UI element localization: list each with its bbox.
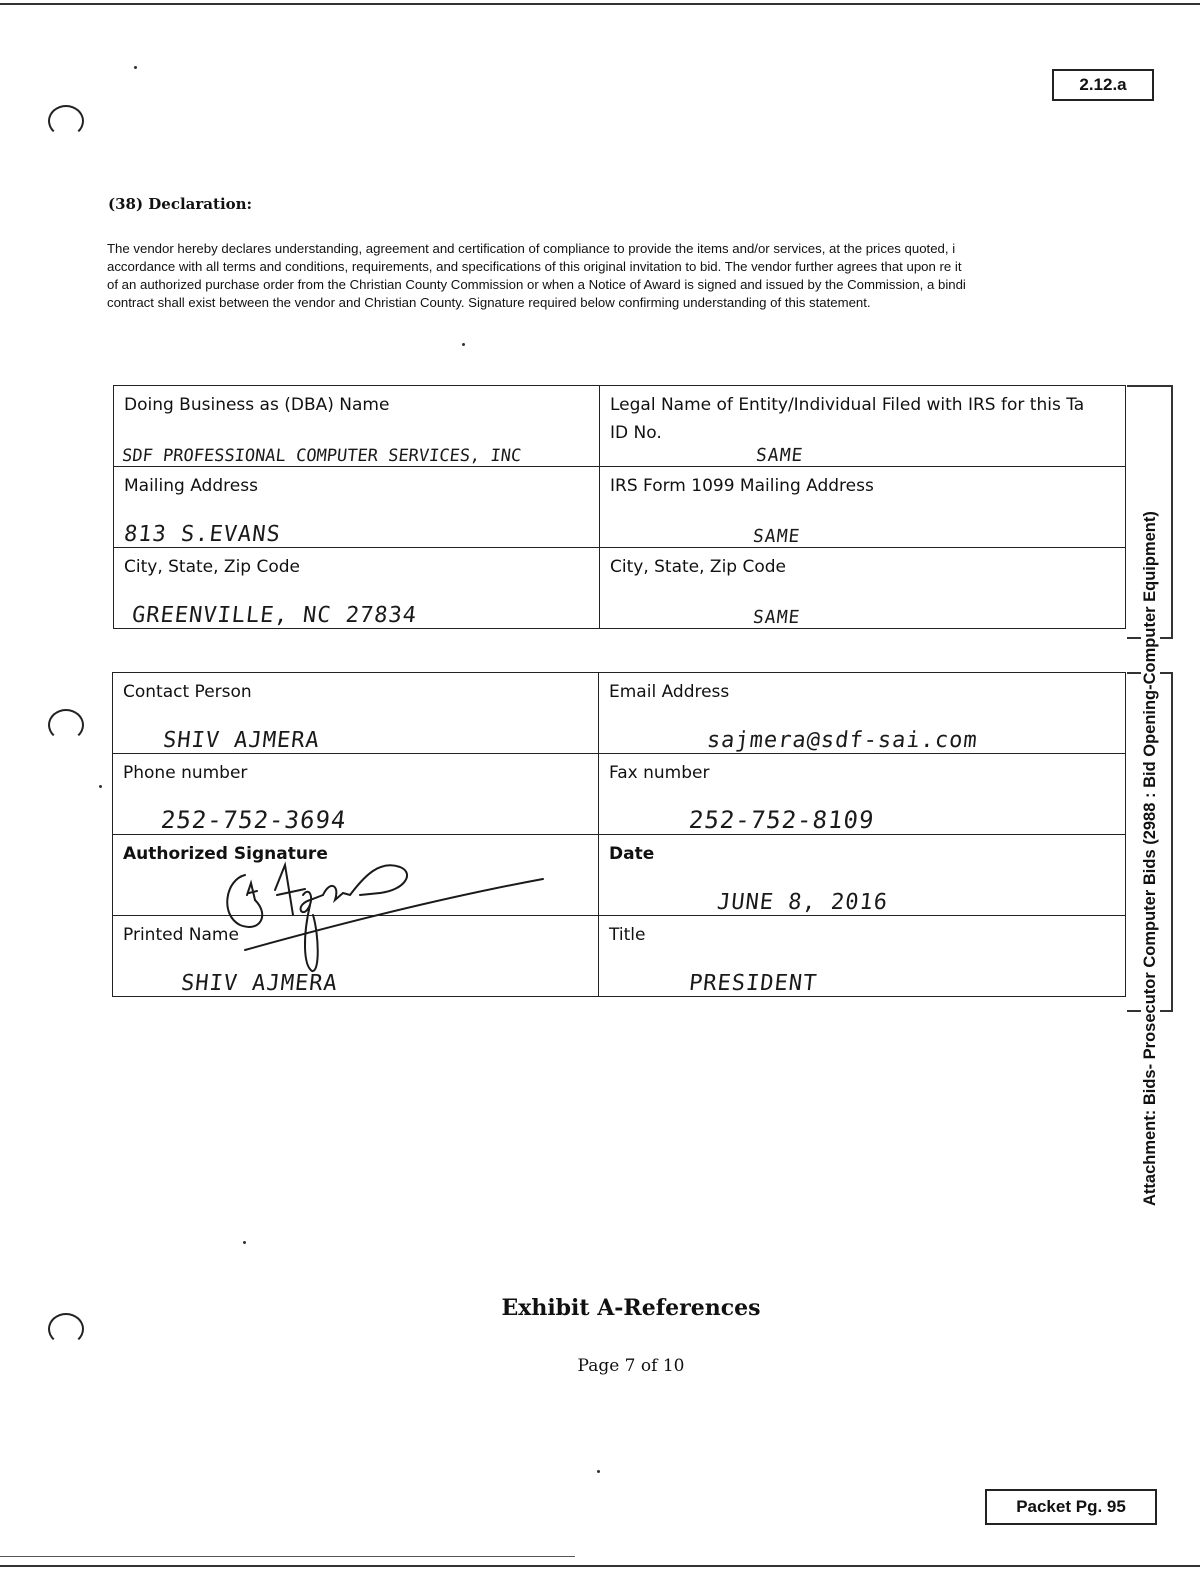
item-tag-text: 2.12.a	[1079, 75, 1127, 94]
signature-stroke	[227, 875, 262, 927]
irs-address-label: IRS Form 1099 Mailing Address	[610, 476, 874, 496]
legal-name-label-line1: Legal Name of Entity/Individual Filed with IRS for this Ta	[610, 395, 1085, 415]
scan-speck	[134, 66, 137, 69]
declaration-line: contract shall exist between the vendor and Christian County. Signature required below confirming understanding of this statement.	[107, 295, 871, 310]
date-cell	[599, 835, 1126, 916]
email-cell	[599, 673, 1126, 754]
irs-address-cell	[600, 467, 1126, 548]
scan-speck	[99, 785, 102, 788]
phone-value: 252-752-3694	[159, 806, 348, 834]
fax-label: Fax number	[609, 763, 710, 783]
declaration-line: of an authorized purchase order from the Christian County Commission or when a Notice of Award is signed and issued by the Commission, a bindi	[107, 277, 966, 292]
declaration-line: accordance with all terms and conditions, requirements, and specifications of this original invitation to bid. The vendor further agrees that upon re it	[107, 259, 962, 274]
email-value: sajmera@sdf-sai.com	[705, 728, 979, 753]
fax-cell	[599, 754, 1126, 835]
city-state-zip-value: GREENVILLE, NC 27834	[130, 603, 419, 628]
city-state-zip-label: City, State, Zip Code	[124, 557, 301, 577]
city-state-zip-2-value: SAME	[751, 607, 802, 628]
declaration-line: The vendor hereby declares understanding, agreement and certification of compliance to provide the items and/or services, at the prices quoted, i	[107, 241, 956, 256]
entity-table	[113, 385, 1126, 629]
dba-cell	[114, 386, 600, 467]
exhibit-title: Exhibit A-References	[501, 1295, 761, 1321]
page-number: Page 7 of 10	[577, 1356, 685, 1376]
declaration-text	[107, 240, 1127, 312]
legal-name-label-line2: ID No.	[610, 423, 662, 443]
mailing-address-value: 813 S.EVANS	[122, 522, 283, 547]
dba-value: SDF PROFESSIONAL COMPUTER SERVICES, INC	[120, 446, 523, 466]
scan-speck	[462, 343, 465, 346]
title-label: Title	[609, 925, 646, 945]
item-tag	[1052, 69, 1154, 101]
title-value: PRESIDENT	[687, 971, 819, 996]
scan-speck	[243, 1241, 246, 1244]
bottom-border-line	[0, 1565, 1200, 1567]
irs-address-value: SAME	[751, 526, 802, 547]
date-value: JUNE 8, 2016	[715, 890, 890, 915]
legal-name-value: SAME	[754, 445, 805, 466]
attachment-caption: Attachment: Bids- Prosecutor Computer Bids (2988 : Bid Opening-Computer Equipment)	[1141, 507, 1160, 1210]
packet-page-box	[985, 1489, 1157, 1525]
bottom-rule	[0, 1556, 575, 1557]
top-border-line	[0, 3, 1200, 5]
packet-page-text: Packet Pg. 95	[1016, 1497, 1126, 1516]
city-state-zip-cell	[114, 548, 600, 629]
title-cell	[599, 916, 1126, 997]
declaration-title: (38) Declaration:	[108, 195, 253, 213]
handwritten-signature	[215, 855, 555, 980]
contact-person-value: SHIV AJMERA	[161, 728, 322, 753]
contact-person-cell	[113, 673, 599, 754]
city-state-zip-2-label: City, State, Zip Code	[610, 557, 787, 577]
punch-hole-top	[48, 105, 84, 137]
signature-stroke	[301, 892, 323, 912]
email-label: Email Address	[609, 682, 730, 702]
contact-person-label: Contact Person	[123, 682, 252, 702]
punch-hole-middle	[48, 709, 84, 741]
authorized-signature-label: Authorized Signature	[123, 844, 328, 864]
signature-stroke	[247, 883, 257, 900]
scan-speck	[597, 1470, 600, 1473]
printed-name-value: SHIV AJMERA	[179, 971, 340, 996]
dba-label: Doing Business as (DBA) Name	[124, 395, 390, 415]
city-state-zip-2-cell	[600, 548, 1126, 629]
fax-value: 252-752-8109	[687, 806, 876, 834]
date-label: Date	[609, 844, 655, 864]
legal-name-label	[610, 391, 1084, 447]
signature-stroke	[323, 865, 407, 900]
legal-name-cell	[600, 386, 1126, 467]
signature-stroke	[305, 905, 318, 971]
phone-label: Phone number	[123, 763, 248, 783]
mailing-address-label: Mailing Address	[124, 476, 258, 496]
mailing-address-cell	[114, 467, 600, 548]
printed-name-label: Printed Name	[123, 925, 239, 945]
phone-cell	[113, 754, 599, 835]
